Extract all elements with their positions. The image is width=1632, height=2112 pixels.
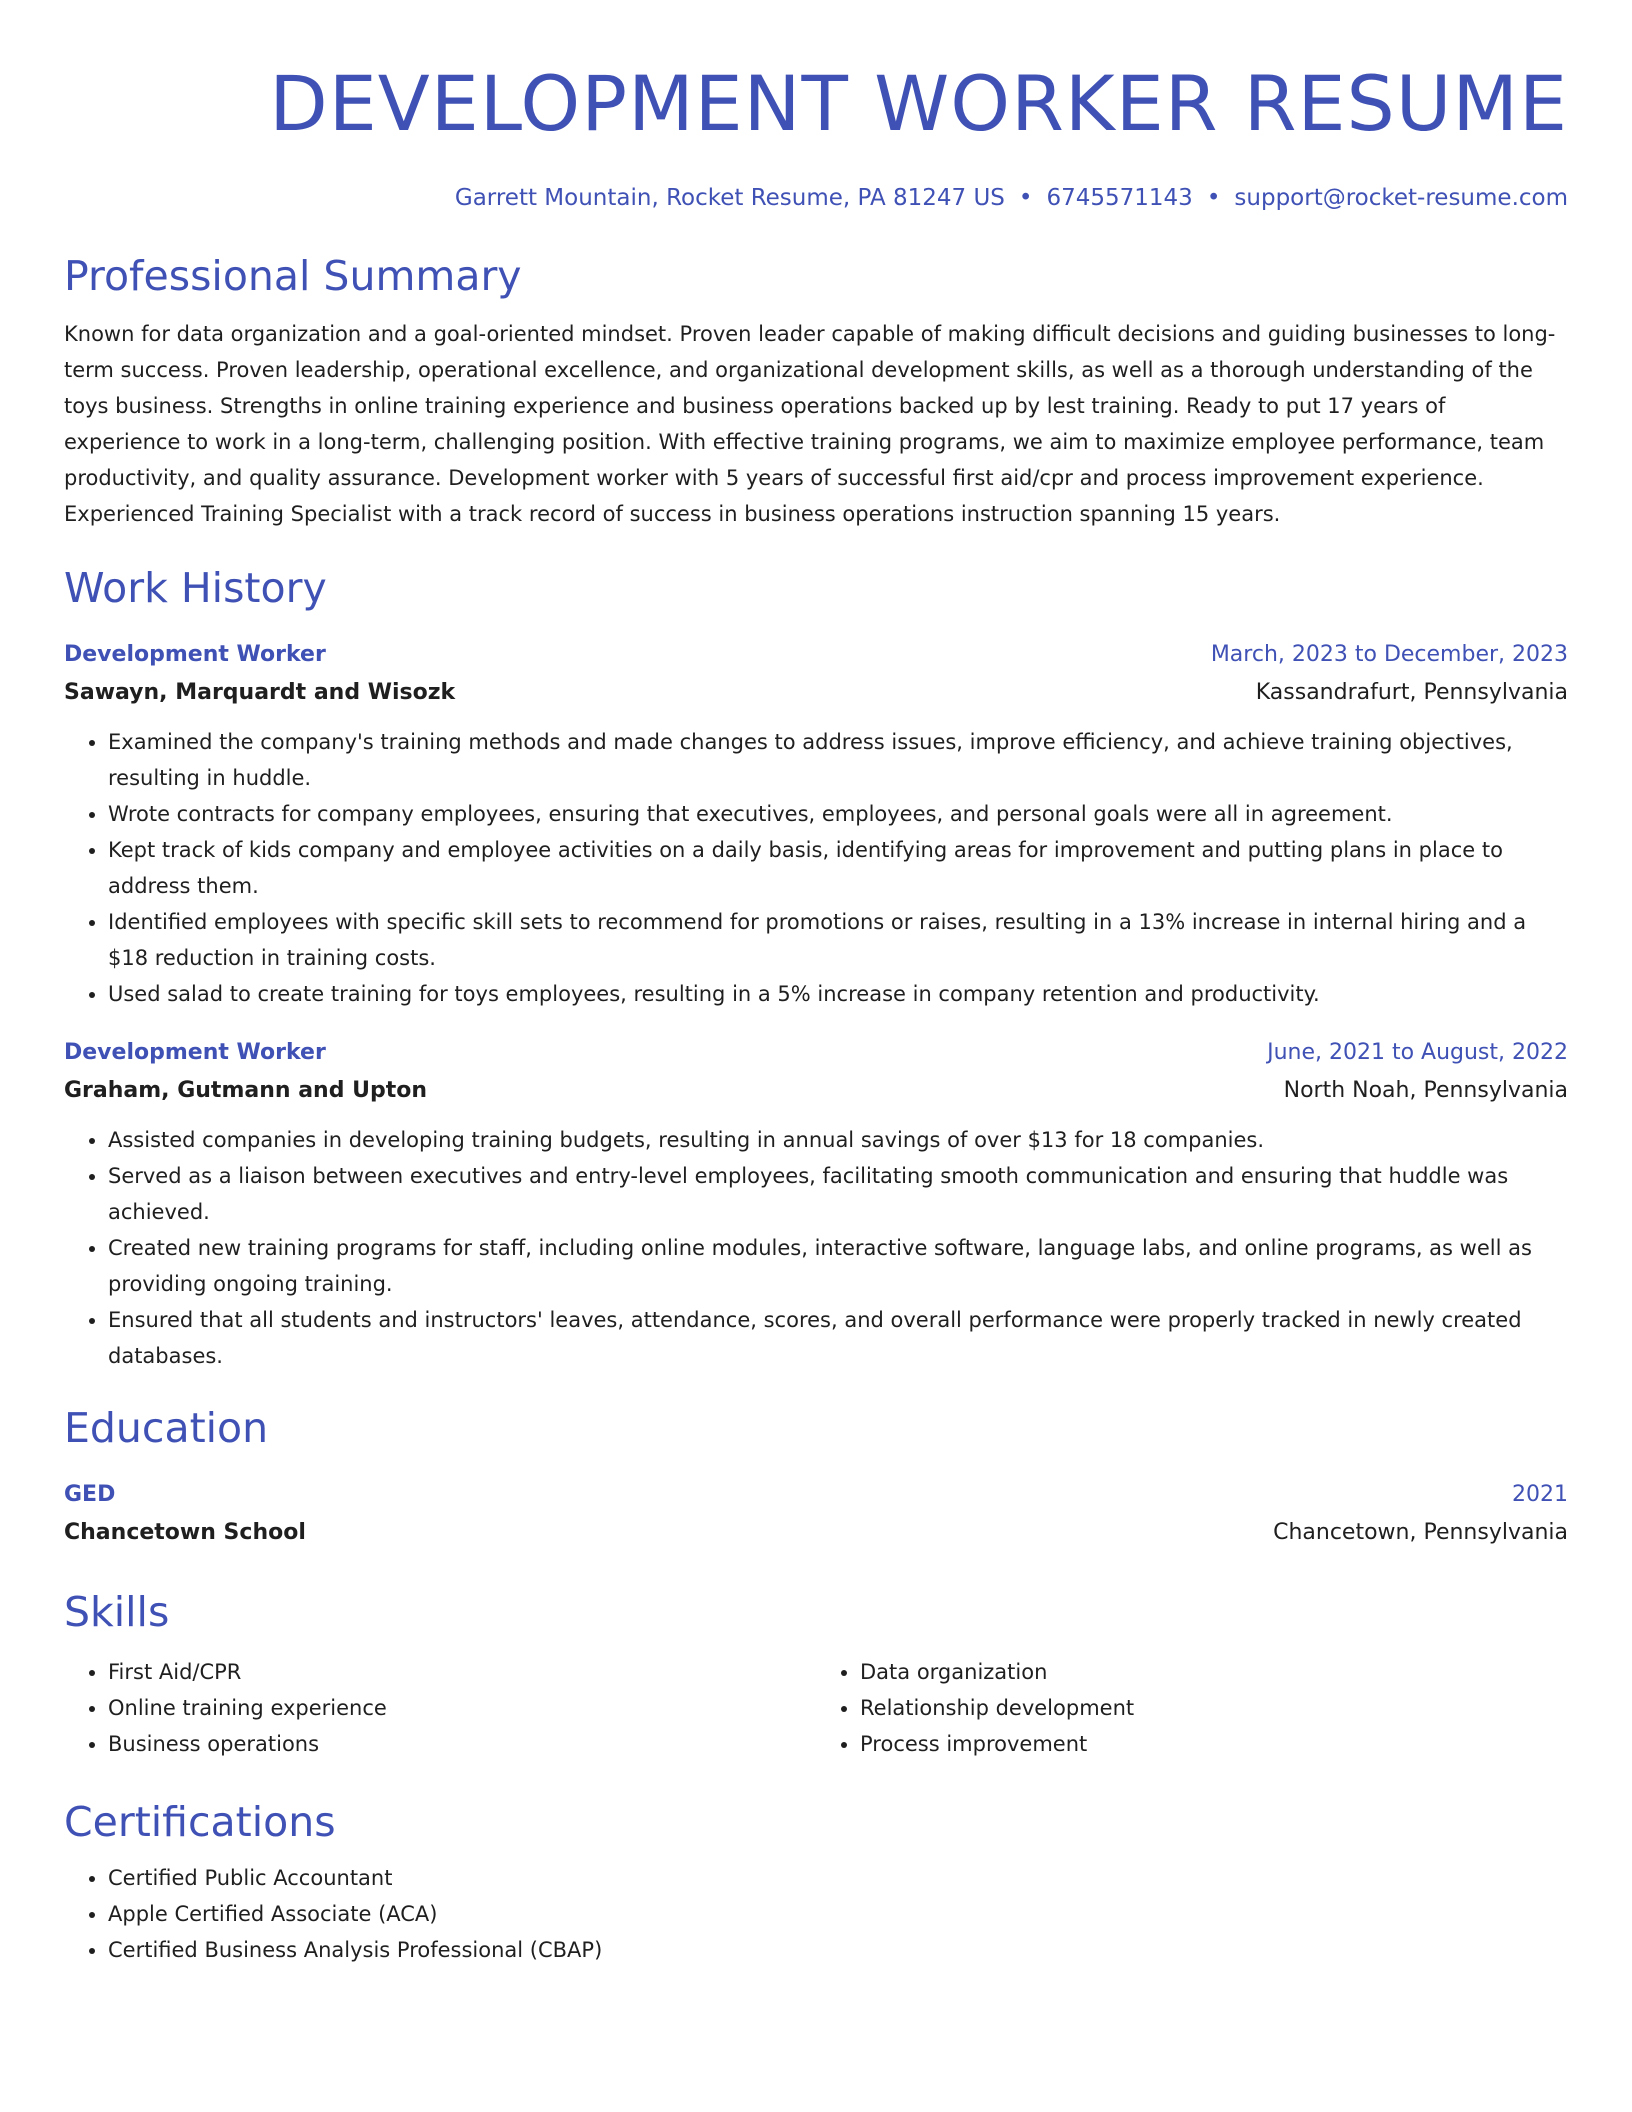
contact-line — [64, 182, 1568, 214]
contact-separator: • — [1206, 185, 1221, 211]
skill-item: • Data organization — [860, 1654, 1568, 1690]
job-title: Development Worker — [64, 1040, 326, 1065]
skills-column-left — [64, 1654, 816, 1762]
job-bullet: • Ensured that all students and instructors' leaves, attendance, scores, and overall performance were properly tracked in newly created databases. — [108, 1302, 1568, 1374]
skill-item: • Relationship development — [860, 1690, 1568, 1726]
job-bullet: • Assisted companies in developing training budgets, resulting in annual savings of over $13 for 18 companies. — [108, 1122, 1568, 1158]
job-bullet: • Served as a liaison between executives and entry-level employees, facilitating smooth communication and ensuring that huddle was achieved. — [108, 1158, 1568, 1230]
summary-text: Known for data organization and a goal-oriented mindset. Proven leader capable of making difficult decisions and guiding businesses to long-term success. Proven leadership, operational excellence, and organizational development skills, as well as a thorough understanding of the toys business. Strengths in online training experience and business operations backed up by lest training. Ready to put 17 years of experience to work in a long-term, challenging position. With effective training programs, we aim to maximize employee performance, team productivity, and quality assurance. Development worker with 5 years of successful first aid/cpr and process improvement experience. Experienced Training Specialist with a track record of success in business operations instruction spanning 15 years. — [64, 322, 1556, 526]
certification-item: • Certified Public Accountant — [108, 1860, 1568, 1896]
contact-phone: 6745571143 — [1046, 185, 1193, 211]
education-location: Chancetown, Pennsylvania — [1273, 1520, 1568, 1545]
skill-item: • Process improvement — [860, 1726, 1568, 1762]
job-entry — [64, 636, 1568, 1012]
job-bullets — [64, 724, 1568, 1012]
job-company: Graham, Gutmann and Upton — [64, 1078, 428, 1103]
skill-item: • Business operations — [108, 1726, 816, 1762]
education-entry — [64, 1476, 1568, 1552]
education-school: Chancetown School — [64, 1520, 306, 1545]
resume-title: DEVELOPMENT WORKER RESUME — [269, 59, 1568, 148]
resume-header — [64, 52, 1568, 214]
job-entry — [64, 1034, 1568, 1374]
skills-list — [64, 1654, 1568, 1762]
certification-item: • Apple Certified Associate (ACA) — [108, 1896, 1568, 1932]
section-title-skills: Skills — [64, 1588, 170, 1636]
job-bullets — [64, 1122, 1568, 1374]
job-bullet: • Kept track of kids company and employee activities on a daily basis, identifying areas for improvement and putting plans in place to address them. — [108, 832, 1568, 904]
skill-item: • First Aid/CPR — [108, 1654, 816, 1690]
job-dates: June, 2021 to August, 2022 — [1267, 1040, 1568, 1065]
contact-separator: • — [1018, 185, 1033, 211]
contact-address: Garrett Mountain, Rocket Resume, PA 81247 US — [454, 185, 1005, 211]
job-location: North Noah, Pennsylvania — [1283, 1078, 1568, 1103]
section-title-education: Education — [64, 1404, 269, 1452]
job-bullet: • Wrote contracts for company employees, ensuring that executives, employees, and personal goals were all in agreement. — [108, 796, 1568, 832]
certification-item: • Certified Business Analysis Professional (CBAP) — [108, 1932, 1568, 1968]
section-title-summary: Professional Summary — [64, 252, 522, 300]
education-degree: GED — [64, 1482, 116, 1507]
skills-column-right — [816, 1654, 1568, 1762]
job-bullet: • Created new training programs for staff, including online modules, interactive software, language labs, and online programs, as well as providing ongoing training. — [108, 1230, 1568, 1302]
section-title-certifications: Certifications — [64, 1798, 336, 1846]
section-title-work-history: Work History — [64, 564, 327, 612]
certifications-list — [64, 1860, 1568, 1968]
job-title: Development Worker — [64, 642, 326, 667]
education-year: 2021 — [1512, 1482, 1568, 1507]
skill-item: • Online training experience — [108, 1690, 816, 1726]
job-bullet: • Used salad to create training for toys employees, resulting in a 5% increase in company retention and productivity. — [108, 976, 1568, 1012]
job-bullet: • Examined the company's training methods and made changes to address issues, improve efficiency, and achieve training objectives, resulting in huddle. — [108, 724, 1568, 796]
job-bullet: • Identified employees with specific skill sets to recommend for promotions or raises, resulting in a 13% increase in internal hiring and a $18 reduction in training costs. — [108, 904, 1568, 976]
job-location: Kassandrafurt, Pennsylvania — [1255, 680, 1568, 705]
job-company: Sawayn, Marquardt and Wisozk — [64, 680, 456, 705]
job-dates: March, 2023 to December, 2023 — [1210, 642, 1568, 667]
contact-email: support@rocket-resume.com — [1234, 185, 1568, 211]
